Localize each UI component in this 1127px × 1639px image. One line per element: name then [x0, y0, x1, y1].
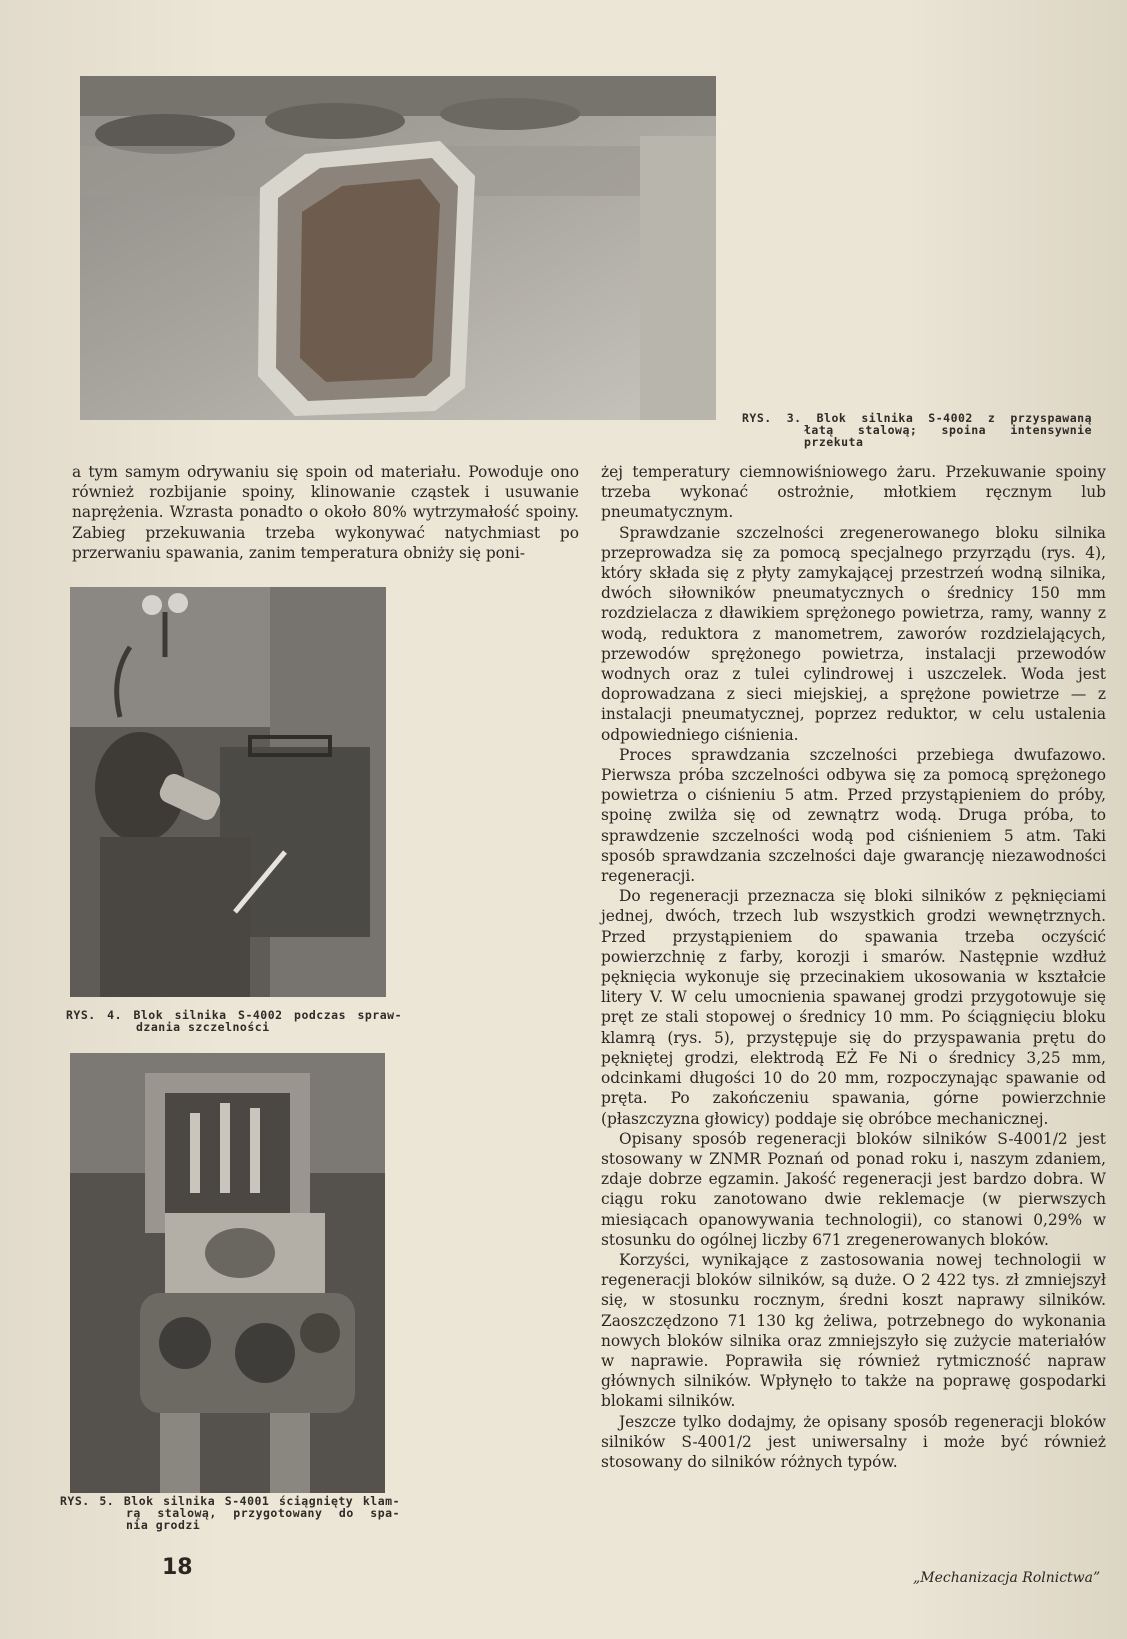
- caption-line: nia grodzi: [126, 1518, 201, 1532]
- paragraph: Opisany sposób regeneracji bloków silników S-4001/2 jest stosowany w ZNMR Poznań od ponad roku i, naszym zdaniem, zdaje dobrze egzamin. Jakość regeneracji jest bardzo dobra. W ciągu roku zanotowano dwie reklemacje (w pierwszych miesiącach opanowywania technologii), co stanowi 0,29% w stosunku do ogólnej liczby 671 zregenerowanych bloków.: [601, 1129, 1106, 1249]
- caption-line: łatą stalową; spoina intensywnie: [804, 423, 1092, 437]
- paragraph: żej temperatury ciemnowiśniowego żaru. Przekuwanie spoiny trzeba wykonać ostrożnie, młotkiem ręcznym lub pneumatycznym.: [601, 463, 1106, 522]
- caption-line: dzania szczelności: [136, 1020, 270, 1034]
- journal-title: „Mechanizacja Rolnictwa”: [913, 1570, 1101, 1586]
- caption-line: rą stalową, przygotowany do spa-: [126, 1506, 400, 1520]
- right-column-text: [601, 462, 1106, 1472]
- paragraph: Sprawdzanie szczelności zregenerowanego bloku silnika przeprowadza się za pomocą specjalnego przyrządu (rys. 4), który składa się z płyty zamykającej przestrzeń wodną silnika, dwóch siłowników pneumatycznych o średnicy 150 mm rozdzielacza z dławikiem sprężonego powietrza, ramy, wanny z wodą, reduktora z manometrem, zaworów rozdzielających, przewodów sprężonego powietrza, instalacji przewodów wodnych oraz z tulei cylindrowej i uszczelek. Woda jest doprowadzana z sieci miejskiej, a sprężone powietrze — z instalacji pneumatycznej, poprzez reduktor, w celu ustalenia odpowiedniego ciśnienia.: [601, 523, 1106, 744]
- paragraph: Do regeneracji przeznacza się bloki silników z pęknięciami jednej, dwóch, trzech lub wszystkich grodzi wewnętrznych. Przed przystąpieniem do spawania trzeba oczyścić powierzchnię z farby, korozji i smarów. Następnie wzdłuż pęknięcia wykonuje się przecinakiem ukosowania w kształcie litery V. W celu umocnienia spawanej grodzi przygotowuje się pręt ze stali stopowej o średnicy 10 mm. Po ściągnięciu bloku klamrą (rys. 5), przystępuje się do przyspawania prętu do pękniętej grodzi, elektrodą EŻ Fe Ni o średnicy 3,25 mm, odcinkami długości 10 do 20 mm, rozpoczynając spawanie od pręta. Po zakończeniu spawania, górne powierzchnie (płaszczyzna głowicy) poddaje się obróbce mechanicznej.: [601, 887, 1106, 1128]
- figure-4-caption: [66, 1009, 402, 1033]
- figure-5-caption: [60, 1495, 400, 1531]
- photo-leak-testing: [70, 587, 386, 997]
- paragraph: Proces sprawdzania szczelności przebiega dwufazowo. Pierwsza próba szczelności odbywa się za pomocą sprężonego powietrza o ciśnieniu 5 atm. Przed przystąpieniem do próby, spoinę zwilża się od zewnątrz wodą. Druga próba, to sprawdzenie szczelności wodą pod ciśnieniem 5 atm. Taki sposób sprawdzania szczelności daje gwarancję niezawodności regeneracji.: [601, 745, 1106, 886]
- figure-3-caption: [742, 412, 1092, 448]
- paragraph: Korzyści, wynikające z zastosowania nowej technologii w regeneracji bloków silników, są duże. O 2 422 tys. zł zmniejszył się, w stosunku rocznym, średni koszt naprawy silników. Zaoszczędzono 71 130 kg żeliwa, potrzebnego do wykonania nowych bloków silnika oraz zmniejszyło się zużycie materiałów w naprawie. Poprawiła się również rytmiczność napraw głównych silników. Wpłynęło to także na poprawę gospodarki blokami silników.: [601, 1250, 1106, 1411]
- caption-line: RYS. 4. Blok silnika S-4002 podczas spraw-: [66, 1008, 402, 1022]
- paragraph: Jeszcze tylko dodajmy, że opisany sposób regeneracji bloków silników S-4001/2 jest uniwersalny i może być również stosowany do silników różnych typów.: [601, 1412, 1106, 1471]
- paragraph: a tym samym odrywaniu się spoin od materiału. Powoduje ono również rozbijanie spoiny, klinowanie cząstek i usuwanie naprężenia. Wzrasta ponadto o około 80% wytrzymałość spoiny. Zabieg przekuwania trzeba wykonywać natychmiast po przerwaniu spawania, zanim temperatura obniży się poni-: [72, 463, 579, 562]
- left-column-text: [72, 462, 579, 563]
- caption-line: RYS. 5. Blok silnika S-4001 ściągnięty klam-: [60, 1494, 400, 1508]
- photo-clamped-block: [70, 1053, 385, 1493]
- page-number: 18: [162, 1555, 193, 1580]
- caption-line: RYS. 3. Blok silnika S-4002 z przyspawaną: [742, 411, 1092, 425]
- photo-engine-block-patch: [80, 76, 716, 420]
- caption-line: przekuta: [804, 435, 864, 449]
